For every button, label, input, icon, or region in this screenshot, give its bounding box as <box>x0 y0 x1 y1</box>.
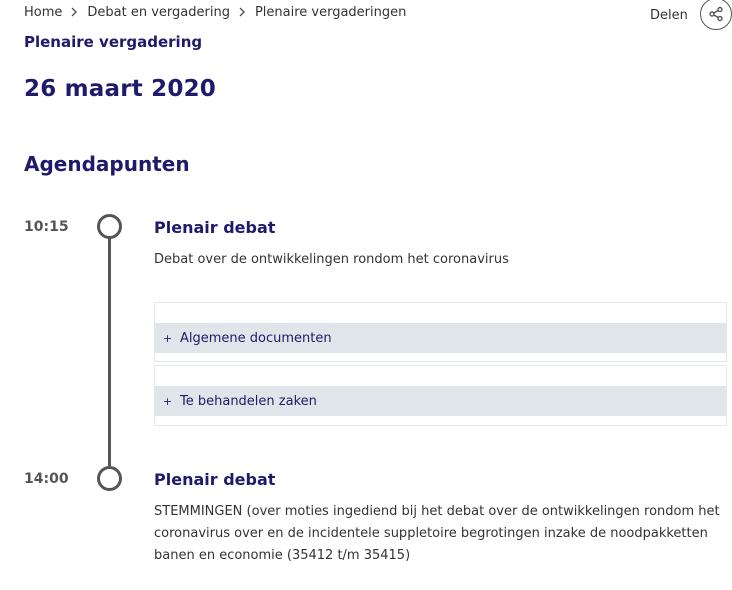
page-title: 26 maart 2020 <box>24 76 216 102</box>
breadcrumb-home[interactable]: Home <box>24 4 63 20</box>
page-subtitle: Plenaire vergadering <box>24 33 203 51</box>
accordion-header[interactable] <box>155 386 726 416</box>
agenda-item-description: STEMMINGEN (over moties ingediend bij het debat over de ontwikkelingen rondom het coronavirus over en de incidentele suppletoire begrotingen inzake de noodpakketten banen en economie (35412 t/m 35415) <box>154 504 720 563</box>
agenda-item-description: Debat over de ontwikkelingen rondom het coronavirus <box>154 252 509 267</box>
share-label[interactable]: Delen <box>650 7 688 23</box>
agenda-item-title: Plenair debat <box>154 470 276 489</box>
share-button[interactable] <box>700 0 732 30</box>
agenda-item-title: Plenair debat <box>154 218 276 237</box>
accordion-label[interactable]: Te behandelen zaken <box>180 393 317 409</box>
chevron-right-icon <box>71 7 77 17</box>
timeline-line <box>108 238 111 466</box>
accordion-header[interactable] <box>155 323 726 353</box>
agenda-time: 14:00 <box>24 471 69 487</box>
breadcrumb <box>24 4 406 20</box>
breadcrumb-debat-en-vergadering[interactable]: Debat en vergadering <box>87 4 230 20</box>
share-icon <box>708 6 724 22</box>
timeline-dot <box>97 466 122 491</box>
breadcrumb-plenaire-vergaderingen[interactable]: Plenaire vergaderingen <box>254 4 407 20</box>
timeline-dot <box>97 214 122 239</box>
plus-icon: + <box>162 394 173 408</box>
accordion-label[interactable]: Algemene documenten <box>180 330 332 346</box>
chevron-right-icon <box>239 7 245 17</box>
accordion-algemene-documenten <box>154 302 727 362</box>
share-control[interactable] <box>650 0 732 30</box>
agenda-time: 10:15 <box>24 219 69 235</box>
section-title: Agendapunten <box>24 152 190 176</box>
accordion-te-behandelen-zaken <box>154 365 727 426</box>
plus-icon: + <box>162 331 173 345</box>
